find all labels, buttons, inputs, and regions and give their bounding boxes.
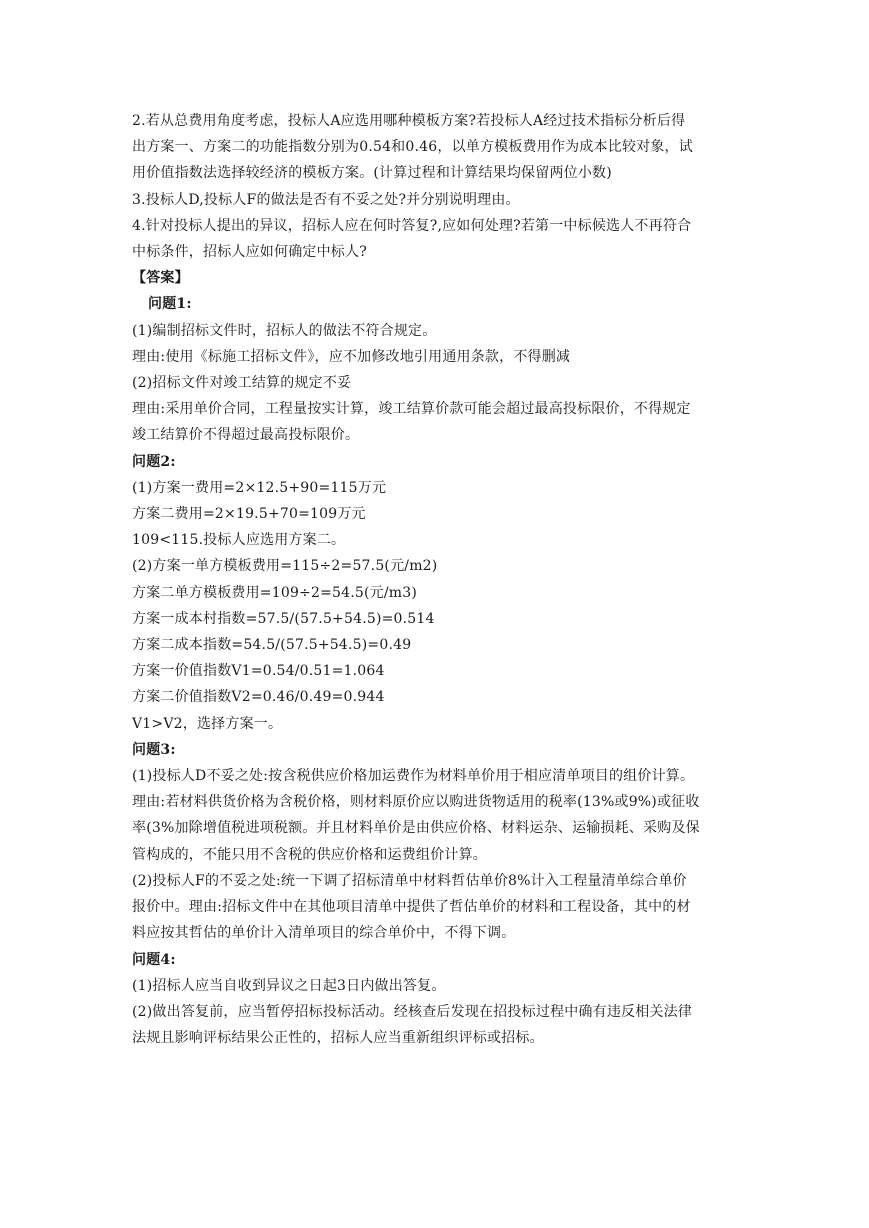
answer-1-line-5: 竣工结算价不得超过最高投标限价。 [132,427,360,444]
answer-3-heading: 问题3: [132,741,176,758]
answer-1-heading: 问题1: [148,296,192,313]
answer-3-line-5: (2)投标人F的不妥之处:统一下调了招标清单中材料哲估单价8%计入工程量清单综合单价 [132,872,687,889]
answer-3-line-3: 率(3%加除增值税进项税额。并且材料单价是由供应价格、材料运杂、运输损耗、采购及保 [132,820,700,837]
answer-2-line-2: 方案二费用=2×19.5+70=109万元 [132,506,366,523]
answer-heading: 【答案】 [132,270,189,287]
answer-2-line-10: V1>V2，选择方案一。 [132,715,283,732]
answer-1-line-3: (2)招标文件对竣工结算的规定不妥 [132,375,352,392]
answer-3-line-2: 理由:若材料供货价格为含税价格，则材料原价应以购进货物适用的税率(13%或9%)或征收 [132,794,700,811]
answer-4-line-1: (1)招标人应当自收到异议之日起3日内做出答复。 [132,977,446,994]
answer-3-line-1: (1)投标人D不妥之处:按含税供应价格加运费作为材料单价用于相应清单项目的组价计算。 [132,768,695,785]
answer-3-line-6: 报价中。理由:招标文件中在其他项目清单中提供了哲估单价的材料和工程设备，其中的材 [132,899,691,916]
answer-4-line-3: 法规且影响评标结果公正性的，招标人应当重新组织评标或招标。 [132,1030,544,1047]
answer-2-line-7: 方案二成本指数=54.5/(57.5+54.5)=0.49 [132,637,412,654]
answer-2-line-8: 方案一价值指数V1=0.54/0.51=1.064 [132,663,385,680]
answer-1-line-4: 理由:采用单价合同，工程量按实计算，竣工结算价款可能会超过最高投标限价，不得规定 [132,401,691,418]
question-4-line-2: 中标条件，招标人应如何确定中标人? [132,244,367,261]
answer-1-line-1: (1)编制招标文件时，招标人的做法不符合规定。 [132,322,437,339]
answer-2-line-9: 方案二价值指数V2=0.46/0.49=0.944 [132,689,385,706]
answer-2-line-1: (1)方案一费用=2×12.5+90=115万元 [132,479,387,496]
question-4-line-1: 4.针对投标人提出的异议，招标人应在何时答复?,应如何处理?若第一中标候选人不再符合 [132,217,692,234]
question-2-line-3: 用价值指数法选择较经济的模板方案。(计算过程和计算结果均保留两位小数) [132,165,612,182]
document-body [132,108,742,1051]
answer-2-line-5: 方案二单方模板费用=109÷2=54.5(元/m3) [132,584,418,601]
question-2-line-1: 2.若从总费用角度考虑，投标人A应选用哪种模板方案?若投标人A经过技术指标分析后得 [132,113,686,129]
answer-4-line-2: (2)做出答复前，应当暂停招标投标活动。经核查后发现在招投标过程中确有违反相关法律 [132,1003,693,1020]
question-3-line: 3.投标人D,投标人F的做法是否有不妥之处?并分别说明理由。 [132,191,520,208]
answer-4-heading: 问题4: [132,951,176,968]
answer-1-line-2: 理由:使用《标施工招标文件》，应不加修改地引用通用条款，不得删减 [132,348,571,365]
answer-2-heading: 问题2: [132,453,176,470]
question-2-line-2: 出方案一、方案二的功能指数分别为0.54和0.46，以单方模板费用作为成本比较对象，试 [132,139,693,156]
answer-2-line-3: 109<115.投标人应选用方案二。 [132,532,346,549]
answer-3-line-4: 管构成的，不能只用不含税的供应价格和运费组价计算。 [132,846,487,863]
answer-2-line-4: (2)方案一单方模板费用=115÷2=57.5(元/m2) [132,558,438,575]
answer-3-line-7: 料应按其哲估的单价计入清单项目的综合单价中，不得下调。 [132,925,516,942]
answer-2-line-6: 方案一成本村指数=57.5/(57.5+54.5)=0.514 [132,610,435,627]
